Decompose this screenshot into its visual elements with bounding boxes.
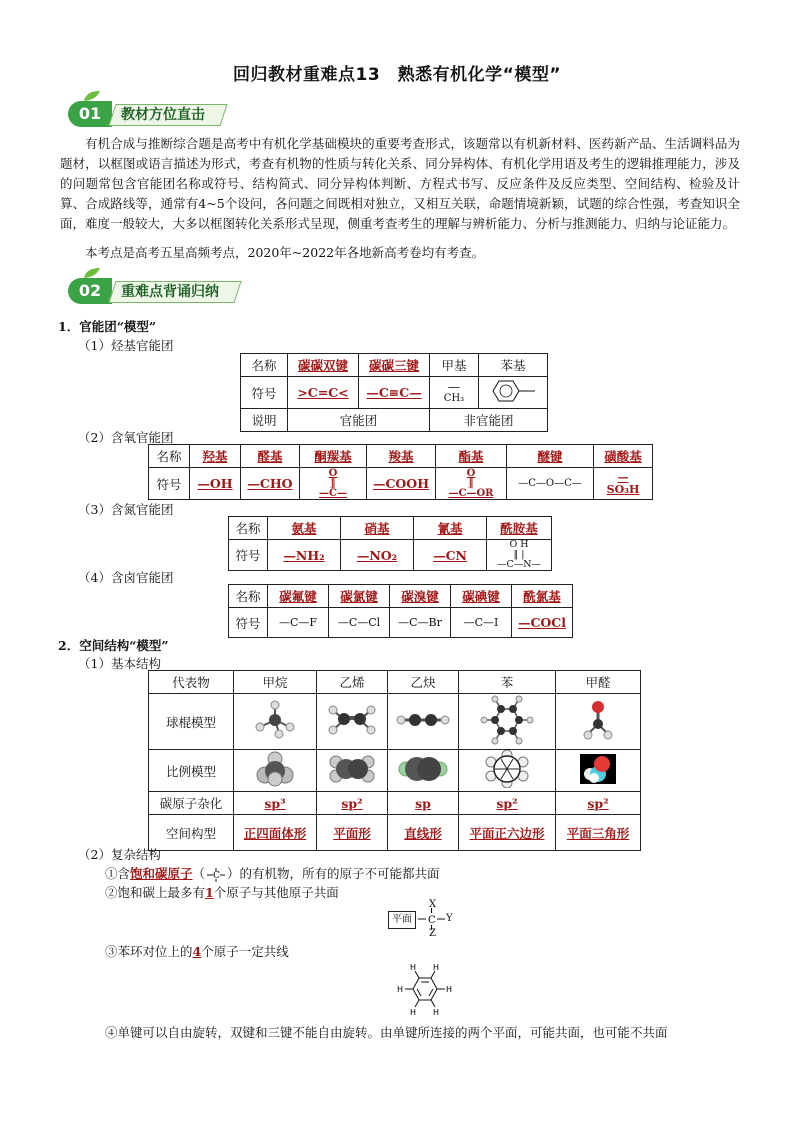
ethylene-fill-icon (328, 753, 376, 785)
benzene-h-structure-icon (393, 958, 457, 1020)
intro-paragraph-2: 本考点是高考五星高频考点，2020年~2022年各地新高考卷均有考查。 (85, 245, 485, 260)
text: ②饱和碳上最多有 (105, 885, 206, 900)
item-saturated-carbon (105, 864, 440, 883)
intro-paragraph-1: 有机合成与推断综合题是高考中有机化学基础模块的重要考查形式，该题常以有机新材料、医药新产品、生活调料品为题材，以框图或语言描述为形式，考查有机物的性质与转化关系、同分异构体、有机化学用语及考生的逻辑推理能力，涉及的问题常包含官能团名称或符号、结构简式、同分异构体判断、方程式书写、反应条件及反应类型、空间结构、检验及计算、合成路线等，通常有4~5个设问，各问题之间既相对独立，又相互关联，命题情境新颖，试题的综合性强，考查知识全面，难度一般较大，大多以框图转化关系形式呈现，侧重考查考生的理解与辨析能力、分析与推测能力、归纳与论证能力。 (60, 136, 740, 231)
cell-symbol: —COCl (512, 608, 573, 638)
cell-name: 碳碳三键 (359, 354, 430, 377)
section-header-02 (68, 278, 308, 304)
part2-sub2: （2）复杂结构 (78, 847, 161, 862)
cell-name: 酮羰基 (300, 445, 367, 468)
cell-symbol: —NO₂ (341, 540, 414, 571)
cell-symbol: —C—Cl (329, 608, 390, 638)
atom-x: X (429, 899, 437, 910)
ethylene-model-icon (328, 702, 376, 738)
cell-symbol: O ‖ —C— (300, 468, 367, 500)
cell-note: 官能团 (288, 409, 430, 432)
answer-text: 饱和碳原子 (130, 866, 193, 881)
svg-text:C: C (213, 870, 220, 881)
row-header: 名称 (149, 445, 190, 468)
cell-name: 醛基 (241, 445, 300, 468)
section-label: 教材方位直击 (121, 107, 205, 123)
item-benzene-para (105, 942, 289, 960)
ethylene-space-fill (317, 750, 388, 792)
formaldehyde-ball-stick (556, 694, 641, 750)
item-saturated-carbon-plane (105, 883, 339, 901)
cell-hybridization: sp³ (234, 792, 317, 815)
text: （ (192, 866, 206, 881)
text: ①含 (105, 866, 131, 881)
row-header: 比例模型 (149, 750, 234, 792)
cell-symbol: —CHO (241, 468, 300, 500)
carbon-center-icon (418, 908, 446, 930)
table-spatial-structure (148, 670, 641, 851)
cell-name: 醚键 (507, 445, 594, 468)
row-header: 碳原子杂化 (149, 792, 234, 815)
row-header: 说明 (241, 409, 288, 432)
cell-hybridization: sp² (317, 792, 388, 815)
cell-symbol: O ‖ —C—OR (436, 468, 507, 500)
header-cell: 乙烯 (317, 671, 388, 694)
row-header: 名称 (229, 517, 268, 540)
cell-name: 氰基 (414, 517, 487, 540)
methyl-label: CH₃ (443, 393, 465, 404)
cell-symbol: —C—O—C— (507, 468, 594, 500)
row-header: 符号 (149, 468, 190, 500)
methane-model-icon (253, 700, 297, 740)
benzene-space-fill (459, 750, 556, 792)
cell-shape: 平面三角形 (556, 815, 641, 851)
part2-heading: 2．空间结构“模型” (58, 638, 169, 653)
text: 个原子一定共线 (201, 944, 289, 959)
svg-text:C: C (428, 915, 436, 926)
section-number: 01 (68, 101, 112, 127)
plane-diagram (388, 900, 468, 942)
cell-name: 羟基 (190, 445, 241, 468)
section-header-01 (68, 101, 288, 127)
acetylene-fill-icon (396, 753, 450, 785)
header-cell: 代表物 (149, 671, 234, 694)
part1-heading: 1．官能团“模型” (58, 319, 157, 334)
acetylene-space-fill (388, 750, 459, 792)
phenyl-structure (479, 377, 548, 409)
text: 个原子与其他原子共面 (213, 885, 339, 900)
cell-name: 苯基 (479, 354, 548, 377)
cell-symbol: O H ‖ | —C—N— (487, 540, 552, 571)
sp3-carbon-icon (205, 867, 227, 883)
benzene-ball-stick (459, 694, 556, 750)
cell-symbol: — SO₃H (594, 468, 653, 500)
methane-fill-icon (255, 751, 295, 787)
atom-z: Z (429, 928, 436, 939)
cell-name: 碳碘键 (451, 585, 512, 608)
cell-name: 硝基 (341, 517, 414, 540)
methyl-bond: — (447, 379, 461, 394)
header-cell: 甲烷 (234, 671, 317, 694)
cell-symbol: —NH₂ (268, 540, 341, 571)
text: ）的有机物，所有的原子不可能都共面 (227, 866, 440, 881)
item-bond-rotation: ④单键可以自由旋转，双键和三键不能自由旋转。由单键所连接的两个平面，可能共面，也可能不共面 (105, 1025, 668, 1040)
cell-name: 磺酸基 (594, 445, 653, 468)
cell-symbol: —OH (190, 468, 241, 500)
cell-name: 酰胺基 (487, 517, 552, 540)
row-header: 空间构型 (149, 815, 234, 851)
acetylene-model-icon (396, 710, 450, 730)
table-halogen-groups (228, 584, 573, 638)
cell-symbol: —C≡C— (359, 377, 430, 409)
cell-shape: 直线形 (388, 815, 459, 851)
cell-name: 氨基 (268, 517, 341, 540)
part1-sub3: （3）含氮官能团 (78, 502, 174, 517)
part1-sub1: （1）烃基官能团 (78, 338, 174, 353)
svg-text:H: H (433, 1008, 440, 1017)
cell-name: 羧基 (367, 445, 436, 468)
benzene-fill-icon (485, 750, 529, 788)
cell-name: 碳溴键 (390, 585, 451, 608)
text: ③苯环对位上的 (105, 944, 193, 959)
cell-name: 碳氟键 (268, 585, 329, 608)
cell-shape: 平面形 (317, 815, 388, 851)
cell-name: 酰氯基 (512, 585, 573, 608)
row-header: 球棍模型 (149, 694, 234, 750)
cell-shape: 正四面体形 (234, 815, 317, 851)
cell-hybridization: sp² (459, 792, 556, 815)
formaldehyde-fill-icon (578, 752, 618, 786)
benzene-ring-icon (485, 378, 541, 404)
part2-sub1: （1）基本结构 (78, 656, 161, 671)
svg-text:H: H (410, 1008, 417, 1017)
svg-text:H: H (433, 963, 440, 972)
section-label: 重难点背诵归纳 (121, 284, 219, 300)
row-header: 符号 (241, 377, 288, 409)
row-header: 符号 (229, 608, 268, 638)
cell-symbol: —C—Br (390, 608, 451, 638)
methane-space-fill (234, 750, 317, 792)
benzene-model-icon (480, 694, 534, 746)
cell-hybridization: sp² (556, 792, 641, 815)
table-hydrocarbon-groups (240, 353, 548, 432)
cell-symbol: —COOH (367, 468, 436, 500)
svg-text:H: H (410, 963, 417, 972)
cell-hybridization: sp (388, 792, 459, 815)
table-nitrogen-groups (228, 516, 552, 571)
cell-symbol: —C—F (268, 608, 329, 638)
cell-name: 碳碳双键 (288, 354, 359, 377)
svg-text:H: H (397, 985, 404, 994)
cell-name: 甲基 (430, 354, 479, 377)
methane-ball-stick (234, 694, 317, 750)
svg-text:H: H (446, 985, 453, 994)
cell-symbol: >C=C< (288, 377, 359, 409)
cell-shape: 平面正六边形 (459, 815, 556, 851)
formaldehyde-space-fill (556, 750, 641, 792)
atom-y: Y (446, 913, 453, 924)
header-cell: 乙炔 (388, 671, 459, 694)
acetylene-ball-stick (388, 694, 459, 750)
part1-sub4: （4）含卤官能团 (78, 570, 174, 585)
table-oxygen-groups (148, 444, 653, 500)
cell-symbol: —C—I (451, 608, 512, 638)
answer-text: 4 (192, 944, 202, 959)
answer-text: 1 (205, 885, 214, 900)
row-header: 名称 (241, 354, 288, 377)
formaldehyde-model-icon (580, 698, 616, 742)
cell-name: 碳氯键 (329, 585, 390, 608)
plane-box: 平面 (388, 911, 416, 929)
ethylene-ball-stick (317, 694, 388, 750)
row-header: 符号 (229, 540, 268, 571)
cell-symbol: —CN (414, 540, 487, 571)
row-header: 名称 (229, 585, 268, 608)
page-title: 回归教材重难点13 熟悉有机化学“模型” (232, 65, 561, 85)
header-cell: 甲醛 (556, 671, 641, 694)
cell-note: 非官能团 (430, 409, 548, 432)
cell-symbol (430, 377, 479, 409)
part1-sub2: （2）含氧官能团 (78, 430, 174, 445)
section-number: 02 (68, 278, 112, 304)
cell-name: 酯基 (436, 445, 507, 468)
header-cell: 苯 (459, 671, 556, 694)
